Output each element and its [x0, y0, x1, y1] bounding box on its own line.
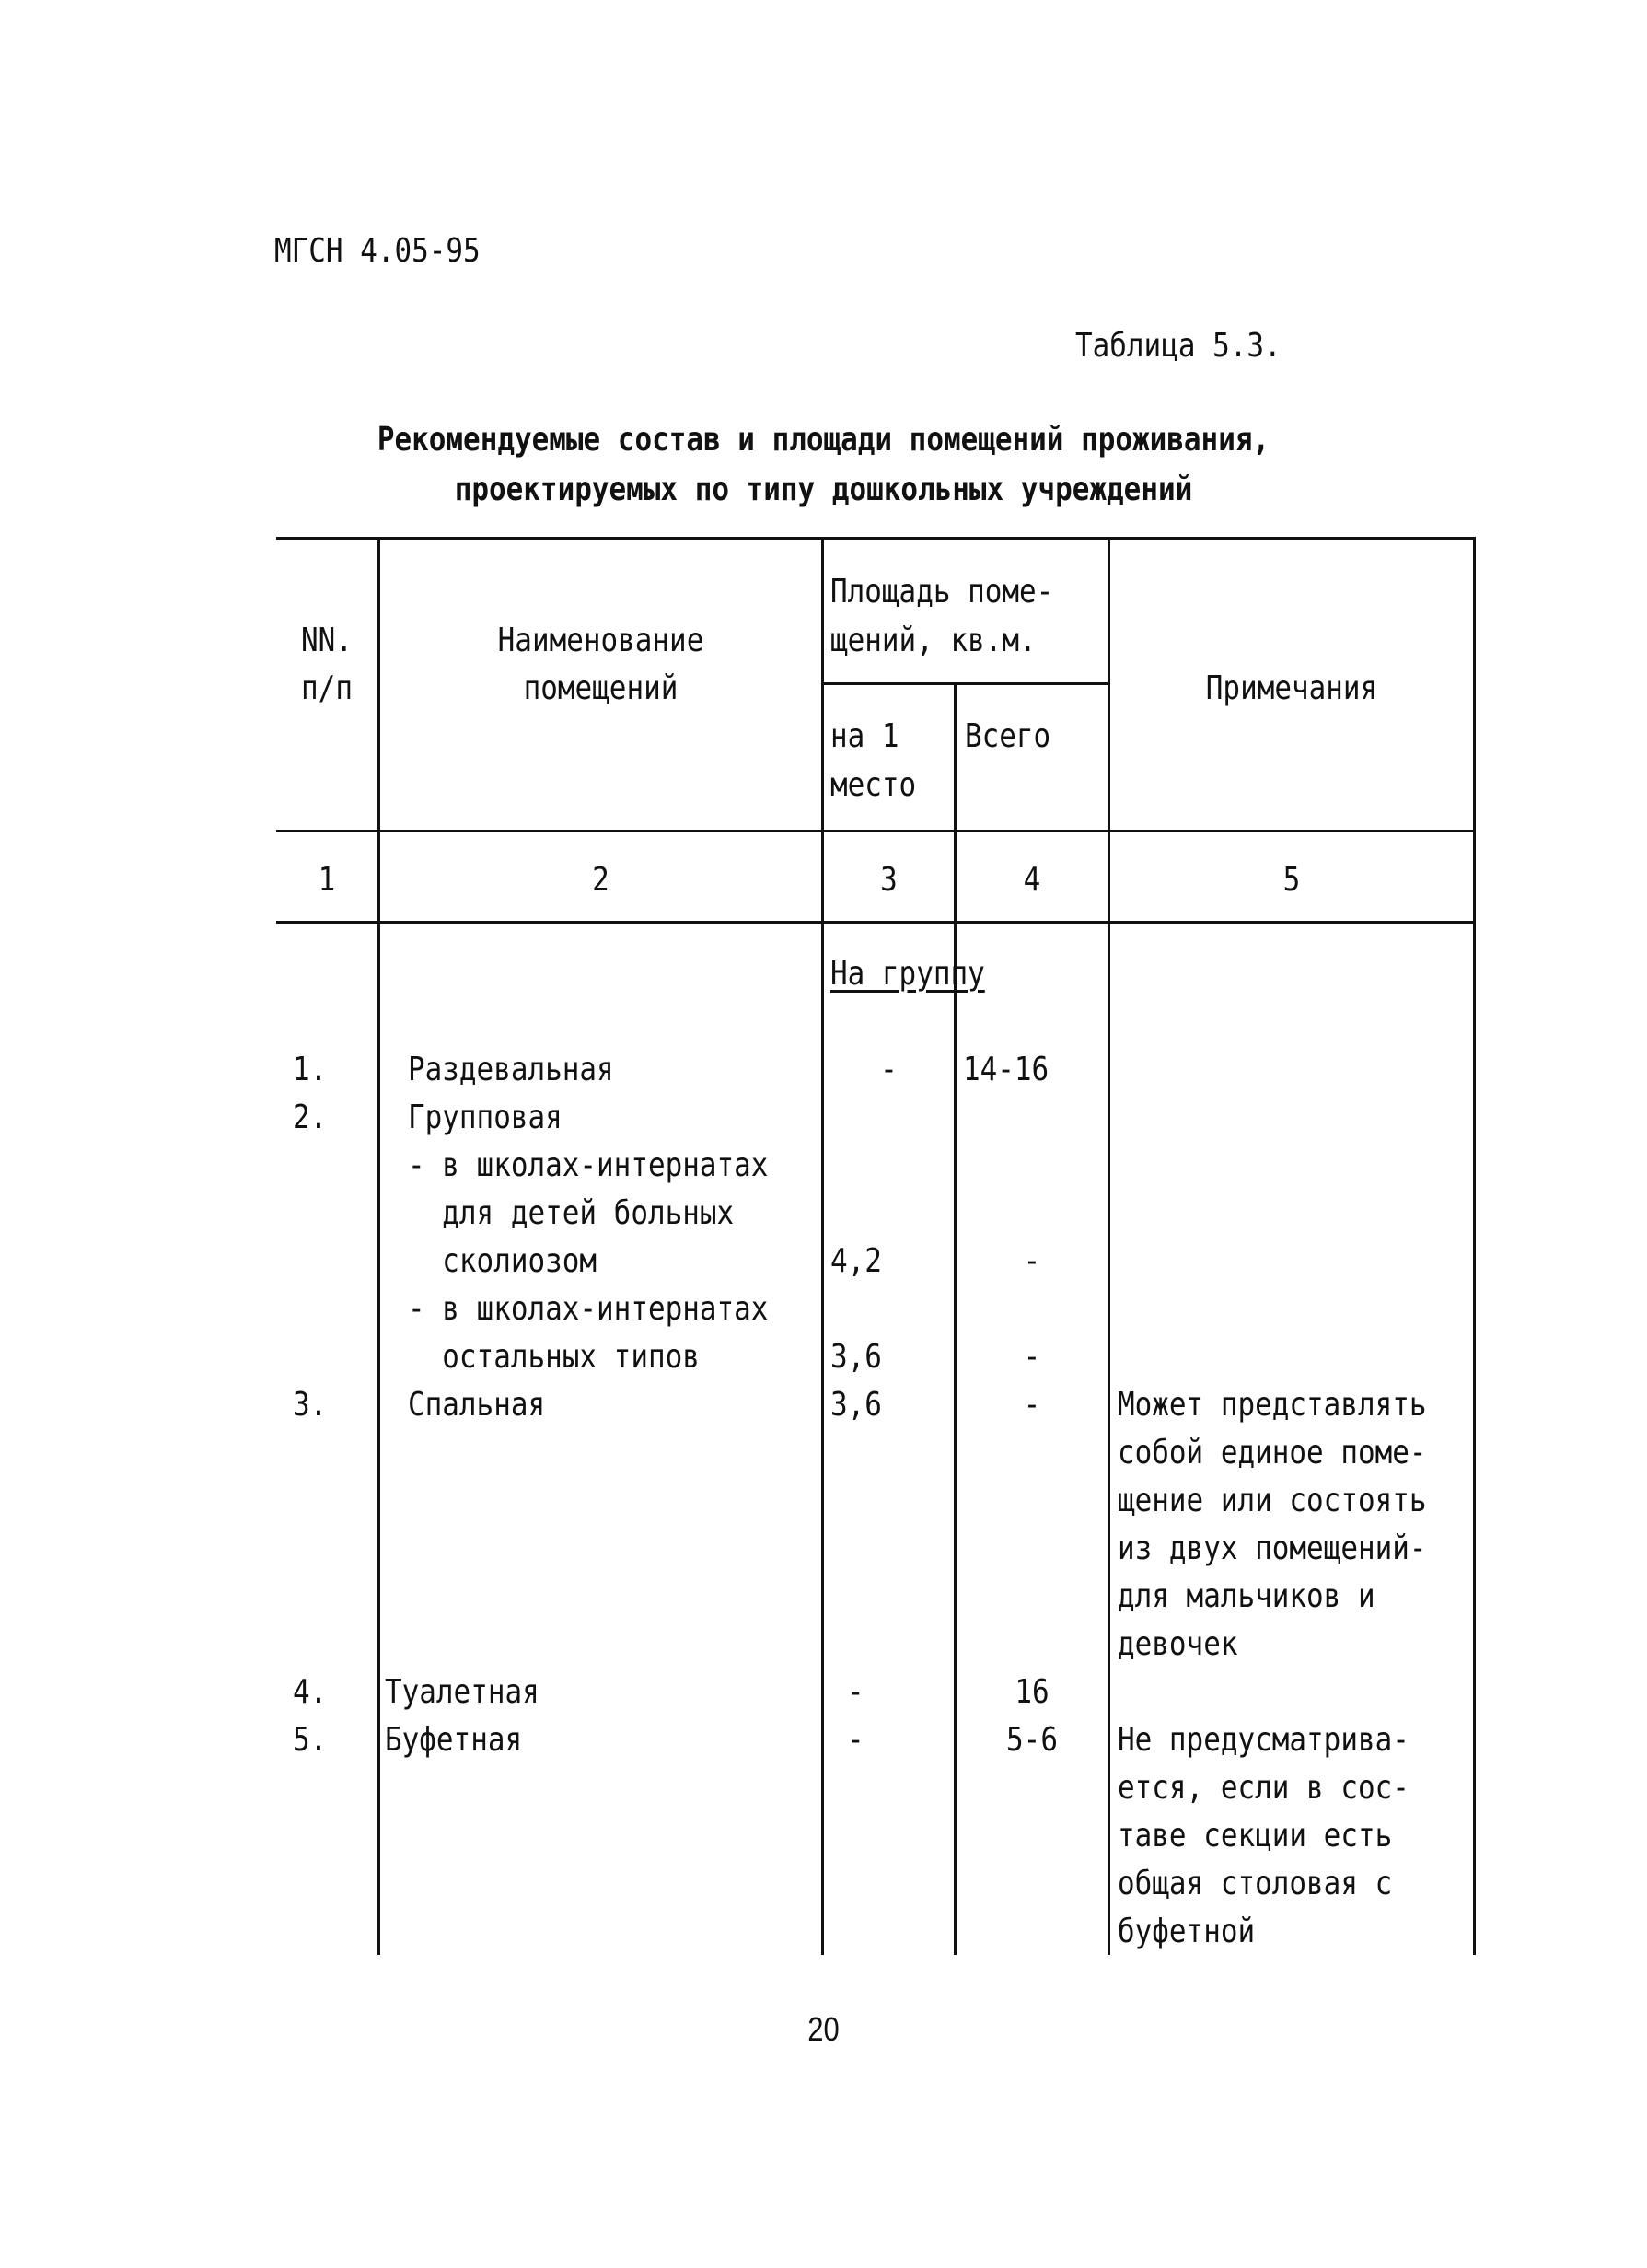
- row-2-per-place-scoliosis: 4,2: [830, 1242, 882, 1280]
- row-1-num: 1.: [293, 1051, 328, 1088]
- column-number-3: 3: [880, 861, 898, 899]
- row-5-total: 5-6: [1006, 1721, 1058, 1759]
- table-title-line-1: Рекомендуемые состав и площади помещений проживания,: [377, 421, 1270, 459]
- column-number-2: 2: [592, 861, 609, 899]
- row-3-note-line-1: Может представлять: [1118, 1386, 1427, 1424]
- column-divider-1: [377, 539, 380, 1955]
- row-5-note-line-4: общая столовая с: [1118, 1865, 1393, 1902]
- row-3-num: 3.: [293, 1386, 328, 1424]
- table-right-edge: [1473, 539, 1476, 1955]
- column-number-1: 1: [318, 861, 336, 899]
- document-code: МГСН 4.05-95: [274, 232, 481, 270]
- row-5-per-place: -: [847, 1721, 864, 1759]
- area-header-divider: [821, 682, 1108, 685]
- row-3-per-place: 3,6: [830, 1386, 882, 1424]
- row-1-name: Раздевальная: [408, 1051, 614, 1088]
- row-1-total: 14-16: [963, 1051, 1050, 1088]
- header-total: Всего: [965, 717, 1051, 755]
- column-divider-4: [1108, 539, 1110, 1955]
- row-4-name: Туалетная: [385, 1673, 539, 1711]
- row-2-name-line-6: остальных типов: [408, 1338, 700, 1376]
- row-2-name-line-3: для детей больных: [408, 1194, 735, 1232]
- row-2-total-scoliosis: -: [1023, 1242, 1041, 1280]
- row-5-num: 5.: [293, 1721, 328, 1759]
- row-3-note-line-2: собой единое поме-: [1118, 1434, 1427, 1471]
- column-number-4: 4: [1023, 861, 1041, 899]
- row-3-note-line-6: девочек: [1118, 1625, 1238, 1663]
- row-2-name-line-2: - в школах-интернатах: [408, 1146, 769, 1184]
- header-name-line-1: Наименование: [497, 622, 704, 659]
- row-5-note-line-2: ется, если в сос-: [1118, 1769, 1409, 1807]
- row-3-note-line-3: щение или состоять: [1118, 1482, 1427, 1519]
- row-5-note-line-5: буфетной: [1118, 1913, 1256, 1950]
- row-4-per-place: -: [847, 1673, 864, 1711]
- row-1-per-place: -: [880, 1051, 898, 1088]
- header-bottom-rule: [276, 830, 1476, 832]
- row-5-note-line-3: таве секции есть: [1118, 1817, 1393, 1855]
- header-area-line-2: щений, кв.м.: [830, 622, 1037, 659]
- row-2-num: 2.: [293, 1099, 328, 1136]
- column-divider-3: [954, 684, 957, 1955]
- row-3-note-line-4: из двух помещений-: [1118, 1529, 1427, 1567]
- row-5-note-line-1: Не предусматрива-: [1118, 1721, 1409, 1759]
- row-3-total: -: [1023, 1386, 1041, 1424]
- row-2-name-line-4: сколиозом: [408, 1242, 597, 1280]
- column-divider-2: [821, 539, 824, 1955]
- table-title-line-2: проектируемых по типу дошкольных учреждений: [454, 471, 1193, 508]
- header-area-line-1: Площадь поме-: [830, 573, 1054, 611]
- header-name-line-2: помещений: [523, 669, 679, 707]
- header-num-line-1: NN.: [301, 622, 353, 659]
- column-numbers-bottom-rule: [276, 921, 1476, 924]
- header-notes: Примечания: [1205, 669, 1378, 707]
- row-2-total-other: -: [1023, 1338, 1041, 1376]
- page-number: 20: [807, 2010, 840, 2048]
- row-2-name-line-1: Групповая: [408, 1099, 563, 1136]
- header-per-place-line-2: место: [830, 766, 917, 804]
- header-num-line-2: п/п: [301, 669, 353, 707]
- group-label: На группу: [830, 955, 985, 993]
- header-per-place-line-1: на 1: [830, 717, 899, 755]
- table-number: Таблица 5.3.: [1075, 327, 1282, 365]
- row-4-num: 4.: [293, 1673, 328, 1711]
- table-top-rule: [276, 537, 1476, 540]
- row-4-total: 16: [1015, 1673, 1050, 1711]
- row-3-name: Спальная: [408, 1386, 546, 1424]
- row-2-per-place-other: 3,6: [830, 1338, 882, 1376]
- row-5-name: Буфетная: [385, 1721, 523, 1759]
- column-number-5: 5: [1282, 861, 1301, 899]
- row-3-note-line-5: для мальчиков и: [1118, 1577, 1375, 1615]
- row-2-name-line-5: - в школах-интернатах: [408, 1290, 769, 1328]
